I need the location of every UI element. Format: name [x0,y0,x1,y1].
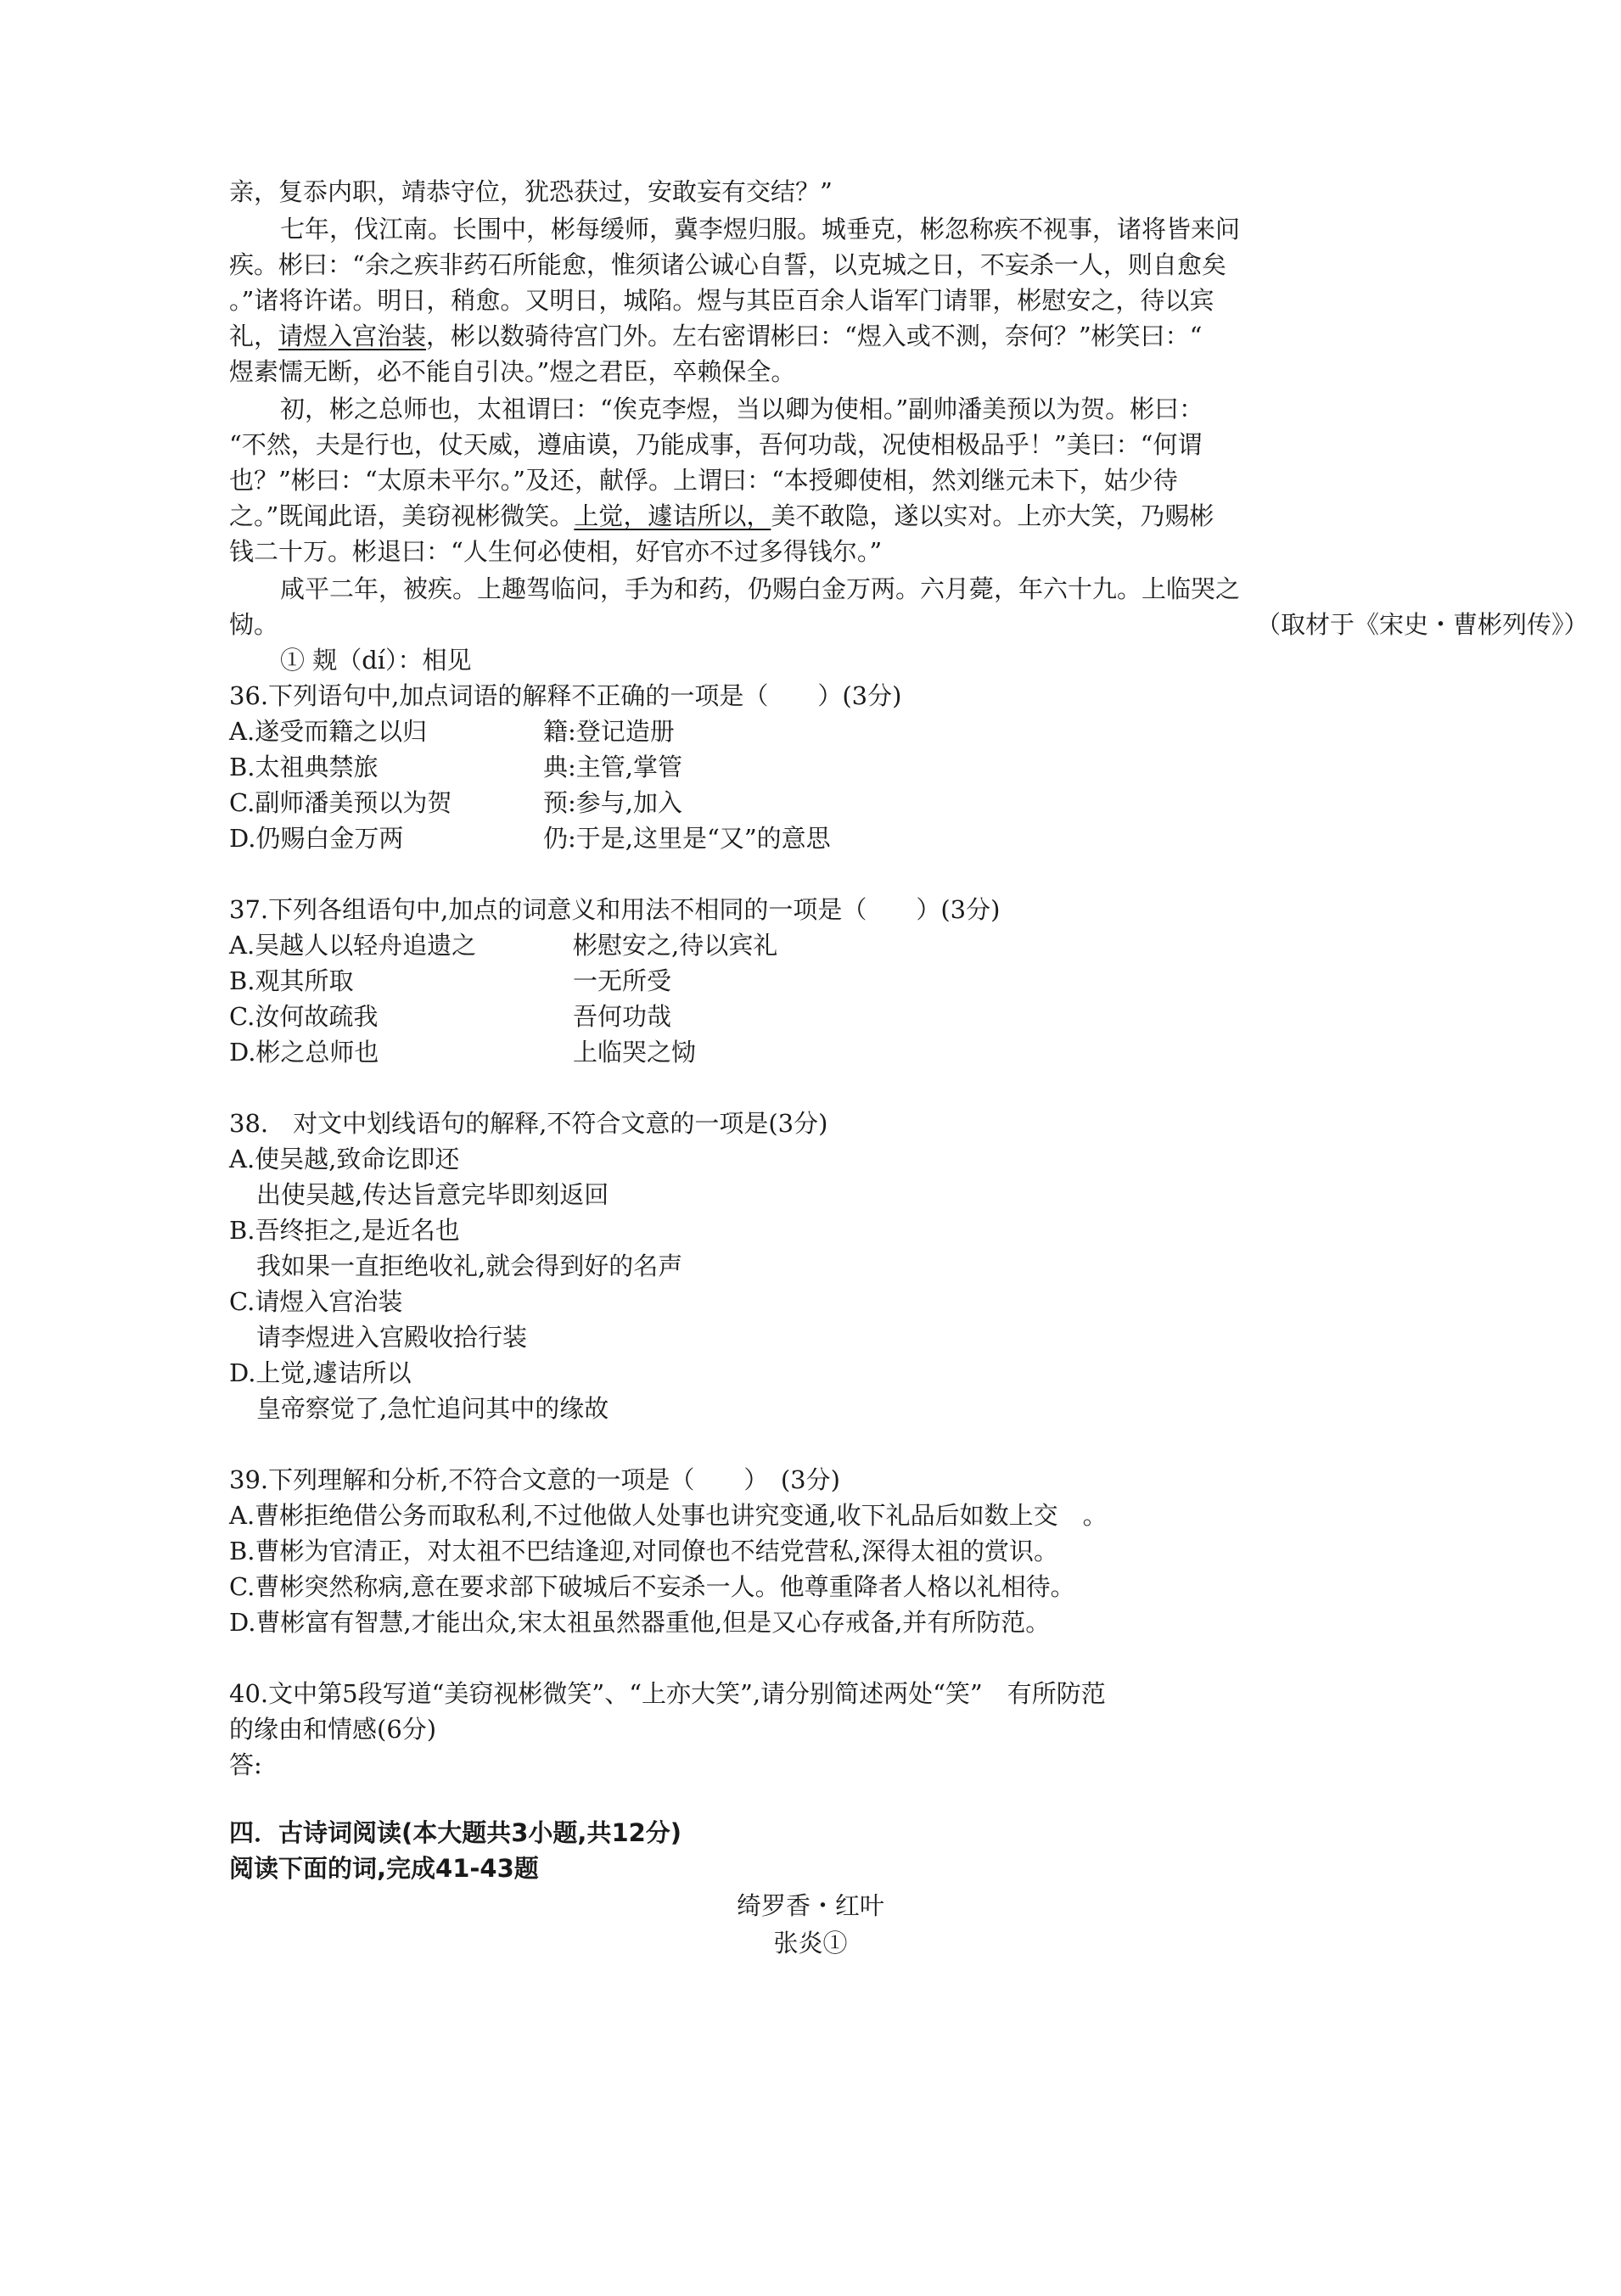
option-compare: 一无所受 [573,966,672,995]
q38-option-d-explain: 皇帝察觉了,急忙追问其中的缘故 [256,1394,609,1423]
poem-title: 绮罗香・红叶 [736,1891,884,1920]
section-instruction: 阅读下面的词,完成41-43题 [229,1854,539,1883]
footnote: ① 觌（dí）：相见 [280,646,472,675]
option-sentence: A.遂受而籍之以归 [229,717,428,746]
q38-option-c: C.请煜入宫治装 [229,1287,403,1316]
passage-line: 七年，伐江南。长围中，彬每缓师，冀李煜归服。城垂克，彬忽称疾不视事，诸将皆来问 [280,215,1241,244]
passage-line: 初，彬之总师也，太祖谓曰：“俟克李煜，当以卿为使相。”副帅潘美预以为贺。彬曰： [280,395,1204,423]
passage-line [229,319,1409,353]
passage-line: “不然，夫是行也，仗天威，遵庙谟，乃能成事，吾何功哉，况使相极品乎！”美曰：“何谓 [229,430,1203,459]
answer-label: 答: [229,1750,262,1779]
section-heading: 四．古诗词阅读(本大题共3小题,共12分) [229,1818,682,1847]
q39-option-d: D.曹彬富有智慧,才能出众,宋太祖虽然器重他,但是又心存戒备,并有所防范。 [229,1608,1051,1637]
underlined-sentence: 请煜入宫治装 [278,322,427,350]
option-explain: 仍:于是,这里是“又”的意思 [543,824,831,853]
passage-text: 恸。 [229,610,279,639]
question-36-stem: 36.下列语句中,加点词语的解释不正确的一项是（ ）(3分) [229,681,902,710]
passage-line: 疾。彬曰：“余之疾非药石所能愈，惟须诸公诚心自誓，以克城之日，不妄杀一人，则自愈矣 [229,250,1226,279]
option-sentence: D.彬之总师也 [229,1038,379,1067]
passage-line [229,608,1589,641]
passage-text: 美不敢隐，遂以实对。上亦大笑，乃赐彬 [771,501,1214,530]
option-compare: 彬慰安之,待以宾礼 [573,931,778,960]
passage-line [229,499,1409,533]
option-explain: 典:主管,掌管 [543,753,682,781]
q38-option-b-explain: 我如果一直拒绝收礼,就会得到好的名声 [256,1252,683,1280]
passage-text: 之。”既闻此语，美窃视彬微笑。 [229,501,575,530]
q39-option-c: C.曹彬突然称病,意在要求部下破城后不妄杀一人。他尊重降者人格以礼相待。 [229,1572,1075,1601]
q38-option-b: B.吾终拒之,是近名也 [229,1216,460,1245]
q39-option-a: A.曹彬拒绝借公务而取私利,不过他做人处事也讲究变通,收下礼品后如数上交 。 [229,1501,1108,1530]
option-sentence: C.副师潘美预以为贺 [229,788,452,817]
question-40-line1: 40.文中第5段写道“美窃视彬微笑”、“上亦大笑”,请分别简述两处“笑” 有所防范 [229,1679,1106,1708]
q38-option-d: D.上觉,遽诘所以 [229,1358,412,1387]
question-38-stem: 38. 对文中划线语句的解释,不符合文意的一项是(3分) [229,1109,828,1138]
option-sentence: B.观其所取 [229,966,354,995]
passage-line: 也？”彬曰：“太原未平尔。”及还，献俘。上谓曰：“本授卿使相，然刘继元未下，姑少待 [229,466,1178,495]
q36-option-b [229,750,1409,784]
question-37-stem: 37.下列各组语句中,加点的词意义和用法不相同的一项是（ ）(3分) [229,895,1001,924]
passage-source: （取材于《宋史・曹彬列传》） [1256,610,1589,639]
option-sentence: D.仍赐白金万两 [229,824,404,853]
option-compare: 上临哭之恸 [573,1038,697,1067]
poem-author: 张炎① [773,1929,848,1957]
q37-option-c [229,1000,1409,1033]
q36-option-a [229,714,1409,748]
passage-line: 煜素懦无断，必不能自引决。”煜之君臣，卒赖保全。 [229,357,796,386]
q37-option-a [229,928,1409,962]
q38-option-a: A.使吴越,致命讫即还 [229,1145,460,1173]
q37-option-b [229,964,1409,998]
passage-text: ，彬以数骑待宫门外。左右密谓彬曰：“煜入或不测，奈何？”彬笑曰：“ [426,322,1203,350]
option-sentence: C.汝何故疏我 [229,1002,379,1031]
option-compare: 吾何功哉 [573,1002,672,1031]
passage-line: 钱二十万。彬退曰：“人生何必使相，好官亦不过多得钱尔。” [229,537,883,566]
option-explain: 籍:登记造册 [543,717,675,746]
option-sentence: A.吴越人以轻舟追遗之 [229,931,477,960]
question-40-line2: 的缘由和情感(6分) [229,1715,437,1744]
passage-line: 咸平二年，被疾。上趣驾临问，手为和药，仍赐白金万两。六月薨，年六十九。上临哭之 [280,574,1241,603]
option-explain: 预:参与,加入 [543,788,682,817]
underlined-sentence: 上觉，遽诘所以， [574,501,771,530]
passage-line: 亲，复忝内职，靖恭守位，犹恐获过，安敢妄有交结？” [229,177,833,206]
q38-option-a-explain: 出使吴越,传达旨意完毕即刻返回 [256,1180,609,1209]
passage-line: 。”诸将许诺。明日，稍愈。又明日，城陷。煜与其臣百余人诣军门请罪，彬慰安之，待以宾 [229,286,1214,315]
q39-option-b: B.曹彬为官清正，对太祖不巴结逢迎,对同僚也不结党营私,深得太祖的赏识。 [229,1537,1058,1565]
passage-text: 礼， [229,322,279,350]
q36-option-c [229,786,1409,820]
option-sentence: B.太祖典禁旅 [229,753,379,781]
q38-option-c-explain: 请李煜进入宫殿收拾行装 [256,1323,528,1352]
q36-option-d [229,821,1409,855]
question-39-stem: 39.下列理解和分析,不符合文意的一项是（ ） (3分) [229,1465,840,1494]
q37-option-d [229,1035,1409,1069]
